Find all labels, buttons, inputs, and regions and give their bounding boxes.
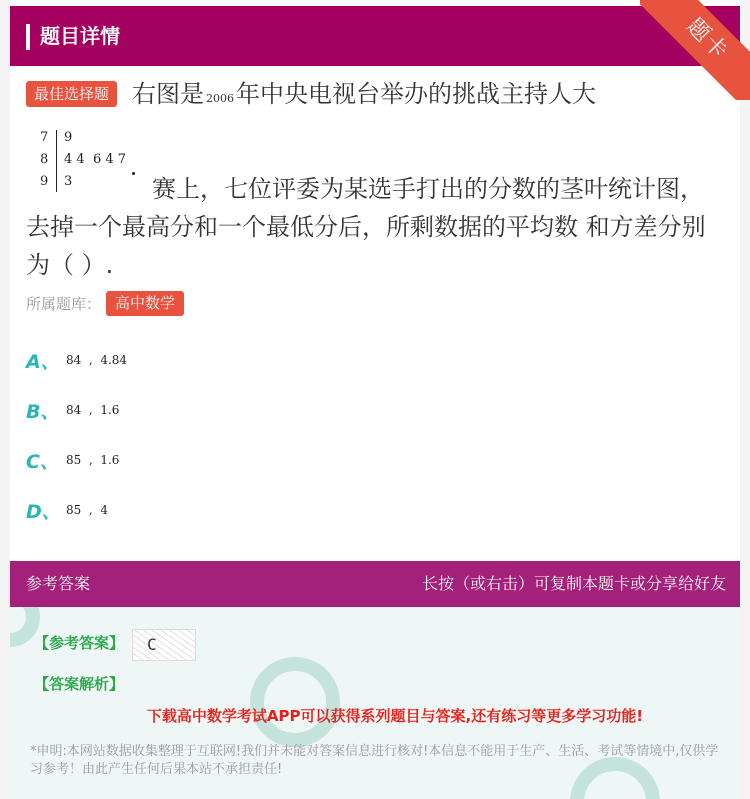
library-label: 所属题库： [26, 295, 102, 313]
corner-ribbon [640, 0, 750, 100]
stem-leaf-divider [56, 130, 57, 192]
option-letter: D、 [26, 500, 61, 523]
option-c[interactable] [26, 446, 119, 474]
answer-body [10, 607, 740, 799]
page-title: 题目详情 [40, 24, 120, 48]
reference-answer-image: C [132, 629, 196, 661]
stem-value: 7 [40, 130, 49, 145]
question-text-line3: 去掉一个最高分和一个最低分后，所剩数据的平均数 和方差分别 [26, 213, 706, 241]
watermark-ring [250, 657, 340, 747]
question-year: 2006 [206, 92, 234, 105]
answer-header-title: 参考答案 [26, 574, 91, 593]
leaf-values: 3 [64, 174, 73, 189]
question-text-pre: 右图是 [132, 80, 204, 108]
leaf-values: 4 4 6 4 7 [64, 152, 127, 167]
option-letter: A、 [26, 350, 60, 373]
header-accent-bar [26, 24, 30, 50]
option-d[interactable] [26, 496, 108, 524]
option-text: 84 , 4.84 [66, 353, 128, 367]
question-text-line4: 为（ ）. [26, 251, 114, 279]
stem-leaf-plot [36, 128, 156, 198]
reference-answer-label: 【参考答案】 [34, 634, 125, 652]
period-dot [132, 172, 135, 175]
question-type-badge: 最佳选择题 [26, 81, 117, 107]
question-text-post: 年中央电视台举办的挑战主持人大 [236, 80, 596, 108]
answer-header [10, 561, 740, 607]
library-badge[interactable]: 高中数学 [106, 291, 184, 316]
option-letter: B、 [26, 400, 60, 423]
leaf-values: 9 [64, 130, 73, 145]
share-hint: 长按（或右击）可复制本题卡或分享给好友 [421, 574, 726, 593]
option-text: 85 , 1.6 [66, 453, 120, 467]
option-letter: C、 [26, 450, 59, 473]
answer-analysis-label: 【答案解析】 [34, 675, 125, 693]
option-text: 85 , 4 [66, 503, 108, 517]
stem-value: 9 [40, 174, 49, 189]
question-text-line1 [132, 78, 596, 115]
ribbon-label: 题卡 [640, 0, 750, 100]
page-header [10, 6, 740, 66]
option-b[interactable] [26, 396, 119, 424]
stem-value: 8 [40, 152, 49, 167]
disclaimer-text: *申明:本网站数据收集整理于互联网!我们并未能对答案信息进行核对!本信息不能用于生产、生活、考试等情境中,仅供学习参考！由此产生任何后果本站不承担责任! [30, 744, 719, 777]
question-text-line2: 赛上，七位评委为某选手打出的分数的茎叶统计图， [152, 175, 704, 203]
option-text: 84 , 1.6 [66, 403, 120, 417]
app-download-promo[interactable]: 下载高中数学考试APP可以获得系列题目与答案,还有练习等更多学习功能! [146, 707, 644, 725]
option-a[interactable] [26, 346, 127, 374]
